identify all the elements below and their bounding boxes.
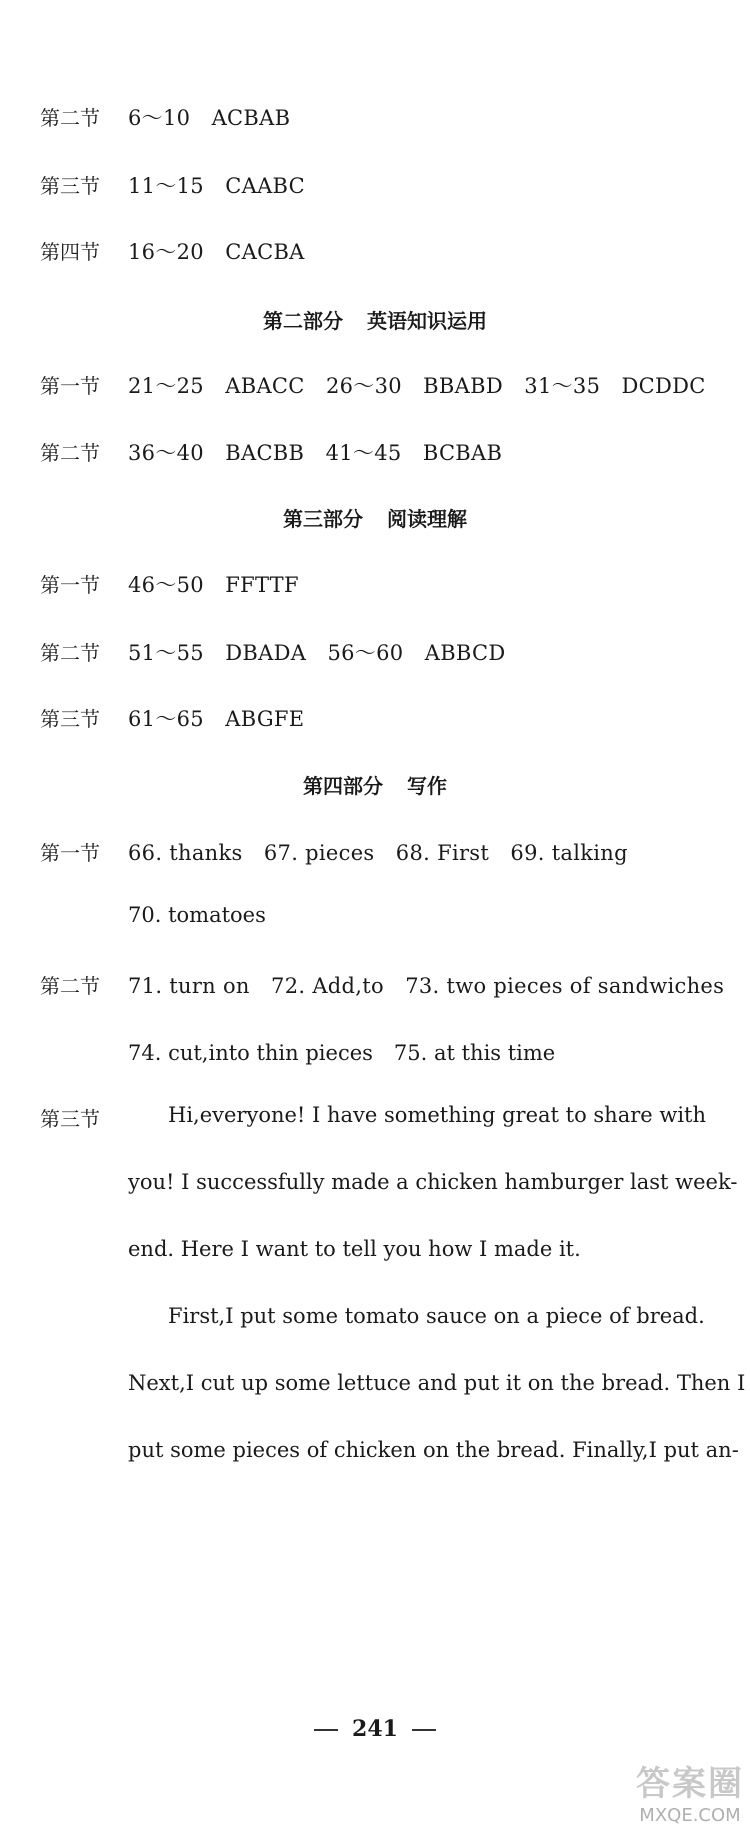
answer-text: 6～10 ACBAB	[128, 106, 291, 130]
footer-dash	[314, 1729, 338, 1731]
part3-heading	[0, 503, 750, 532]
heading-part: 第二部分	[263, 309, 343, 333]
section-label: 第一节	[40, 573, 100, 597]
answer-text: 61～65 ABGFE	[128, 707, 305, 731]
heading-part: 第四部分	[303, 774, 383, 798]
answer-row	[40, 703, 304, 733]
answer-row	[40, 102, 290, 132]
section-label: 第三节	[40, 1107, 100, 1131]
section-label: 第四节	[40, 240, 100, 264]
answer-text: 11～15 CAABC	[128, 174, 306, 198]
answer-row	[40, 370, 706, 400]
answer-row	[40, 837, 628, 867]
answer-text-continued: 74. cut,into thin pieces 75. at this time	[128, 1041, 556, 1065]
answer-text-continued: 70. tomatoes	[128, 903, 266, 927]
essay-line: Next,I cut up some lettuce and put it on the bread. Then I	[128, 1371, 746, 1395]
section-label: 第二节	[40, 441, 100, 465]
heading-part: 第三部分	[283, 507, 363, 531]
answer-row	[40, 170, 305, 200]
heading-title: 英语知识运用	[367, 309, 487, 333]
answer-text: 21～25 ABACC 26～30 BBABD 31～35 DCDDC	[128, 374, 706, 398]
watermark	[636, 1756, 744, 1826]
answer-text: 36～40 BACBB 41～45 BCBAB	[128, 441, 503, 465]
part4-heading	[0, 770, 750, 799]
essay-line: end. Here I want to tell you how I made it.	[128, 1237, 581, 1261]
answer-text: 66. thanks 67. pieces 68. First 69. talking	[128, 841, 628, 865]
answer-row	[40, 970, 724, 1000]
answer-row	[40, 637, 506, 667]
essay-line: put some pieces of chicken on the bread. Finally,I put an-	[128, 1438, 739, 1462]
answer-text: 71. turn on 72. Add,to 73. two pieces of sandwiches	[128, 974, 725, 998]
section-label: 第三节	[40, 174, 100, 198]
section-label: 第三节	[40, 707, 100, 731]
footer-dash	[412, 1729, 436, 1731]
heading-title: 阅读理解	[387, 507, 467, 531]
section-label: 第二节	[40, 106, 100, 130]
answer-row	[40, 236, 305, 266]
section-label: 第一节	[40, 374, 100, 398]
essay-line: Hi,everyone! I have something great to share with	[168, 1103, 707, 1127]
section-label: 第一节	[40, 841, 100, 865]
answer-text: 46～50 FFTTF	[128, 573, 299, 597]
page-footer	[0, 1716, 750, 1742]
answer-row	[40, 569, 299, 599]
answer-row	[40, 437, 502, 467]
heading-title: 写作	[407, 774, 447, 798]
answer-text: 51～55 DBADA 56～60 ABBCD	[128, 641, 506, 665]
page-number: 241	[352, 1716, 398, 1742]
answer-text: 16～20 CACBA	[128, 240, 305, 264]
part2-heading	[0, 305, 750, 334]
essay-row	[40, 1103, 128, 1132]
section-label: 第二节	[40, 641, 100, 665]
essay-line: you! I successfully made a chicken hamburger last week-	[128, 1170, 738, 1194]
watermark-logo: 答案圈	[636, 1764, 744, 1804]
essay-line: First,I put some tomato sauce on a piece of bread.	[168, 1304, 705, 1328]
watermark-url: MXQE.COM	[639, 1805, 741, 1826]
section-label: 第二节	[40, 974, 100, 998]
